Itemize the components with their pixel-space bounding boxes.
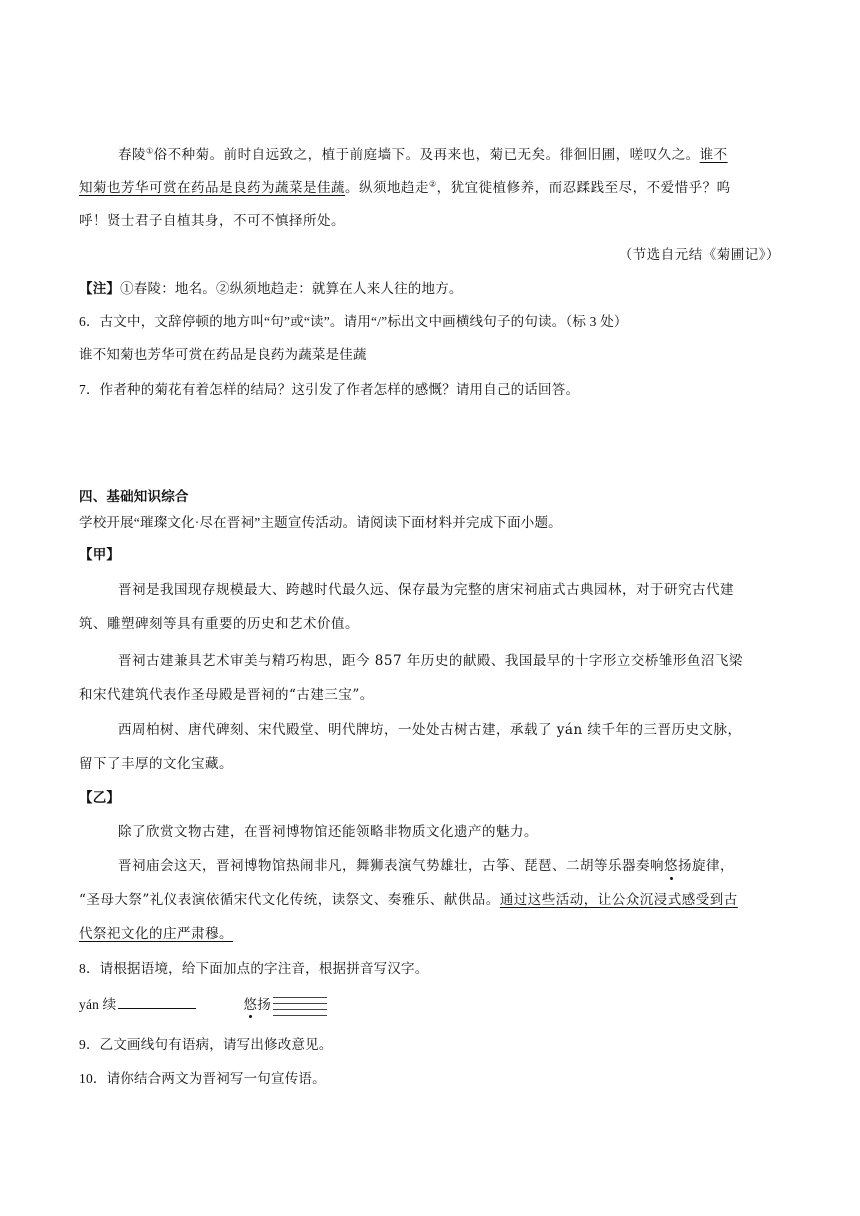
footnote-marker: ① <box>146 146 154 156</box>
question-6-sentence: 谁不知菊也芳华可赏在药品是良药为蔬菜是佳蔬 <box>79 347 367 362</box>
yi-paragraph-1: 除了欣赏文物古建，在晋祠博物馆还能领略非物质文化遗产的魅力。 <box>118 824 538 840</box>
note <box>79 279 784 299</box>
passage-line-2 <box>79 178 784 198</box>
underlined-sentence: 代祭祀文化的庄严肃穆。 <box>79 926 233 942</box>
section-title: 四、基础知识综合 <box>79 489 189 504</box>
dotted-character: 悠 <box>243 997 258 1012</box>
underlined-sentence: 知菊也芳华可赏在药品是良药为蔬菜是佳蔬 <box>79 180 345 196</box>
passage-text: 。纵须地趋走② <box>345 179 437 196</box>
section-intro: 学校开展“璀璨文化·尽在晋祠”主题宣传活动。请阅读下面材料并完成下面小题。 <box>79 515 562 530</box>
passage-text: 俗不种菊。前时自远致之，植于前庭墙下。及再来也，菊已无矣。徘徊旧圃，嗟叹久之。 <box>153 147 700 163</box>
pinyin-item: yán 续 <box>79 997 117 1012</box>
question-9: 9．乙文画线句有语病，请写出修改意见。 <box>79 1037 333 1052</box>
question-10: 10．请你结合两文为晋祠写一句宣传语。 <box>79 1071 326 1086</box>
passage-text: ，犹宜徙植修养，而忍蹂践至尽，不爱惜乎？呜 <box>436 180 731 196</box>
jia-paragraph-1-cont: 筑、雕塑碑刻等具有重要的历史和艺术价值。 <box>79 616 359 632</box>
material-jia-label: 【甲】 <box>79 547 121 562</box>
passage-line-1 <box>118 145 823 165</box>
passage-line-3: 呼！贤士君子自植其身，不可不慎择所处。 <box>79 213 345 229</box>
question-8-items <box>79 994 784 1017</box>
question-6: 6．古文中，文辞停顿的地方叫“句”或“读”。请用“/”标出文中画横线句子的句读。（标 3 处） <box>79 314 628 329</box>
character-item: 扬 <box>257 997 271 1012</box>
passage-source: （节选自元结《菊圃记》） <box>618 247 780 263</box>
question-8: 8．请根据语境，给下面加点的字注音，根据拼音写汉字。 <box>79 961 429 976</box>
yi-text: “圣母大祭”礼仪表演依循宋代文化传统，读祭文、奏雅乐、献供品。 <box>79 892 500 908</box>
material-yi-label: 【乙】 <box>79 790 121 805</box>
yi-paragraph-2-end <box>79 924 784 944</box>
jia-paragraph-3-cont: 留下了丰厚的文化宝藏。 <box>79 756 233 772</box>
jia-paragraph-1: 晋祠是我国现存规模最大、跨越时代最久远、保存最为完整的唐宋祠庙式古典园林，对于研究古代建 <box>118 582 734 598</box>
dotted-character: 悠 <box>664 858 678 874</box>
question-7: 7．作者种的菊花有着怎样的结局？这引发了作者怎样的感慨？请用自己的话回答。 <box>79 382 580 397</box>
jia-paragraph-3: 西周柏树、唐代碑刻、宋代殿堂、明代牌坊，一处处古树古建，承载了 yán 续千年的三晋历史文脉， <box>118 722 742 738</box>
jia-paragraph-2: 晋祠古建兼具艺术审美与精巧构思，距今 857 年历史的献殿、我国最早的十字形立交桥雏形鱼沼飞梁 <box>118 653 743 669</box>
jia-paragraph-2-cont: 和宋代建筑代表作圣母殿是晋祠的“古建三宝”。 <box>79 687 374 703</box>
yi-text: 晋祠庙会这天，晋祠博物馆热闹非凡，舞狮表演气势雄壮，古筝、琵琶、二胡等乐器奏响 <box>118 858 664 874</box>
passage-text: 春陵 <box>118 147 146 163</box>
footnote-marker: ② <box>429 179 437 189</box>
underlined-sentence: 通过这些活动，让公众沉浸式感受到古 <box>499 892 738 908</box>
pinyin-writing-lines[interactable] <box>273 995 327 1017</box>
yi-paragraph-2-cont <box>79 890 784 910</box>
underlined-sentence: 谁不 <box>699 147 728 163</box>
yi-text: 扬旋律， <box>678 858 734 874</box>
note-text: ①春陵：地名。②纵须地趋走：就算在人来人往的地方。 <box>120 281 463 296</box>
answer-blank[interactable] <box>118 994 196 1009</box>
yi-paragraph-2 <box>118 856 823 876</box>
note-label: 【注】 <box>79 281 121 296</box>
